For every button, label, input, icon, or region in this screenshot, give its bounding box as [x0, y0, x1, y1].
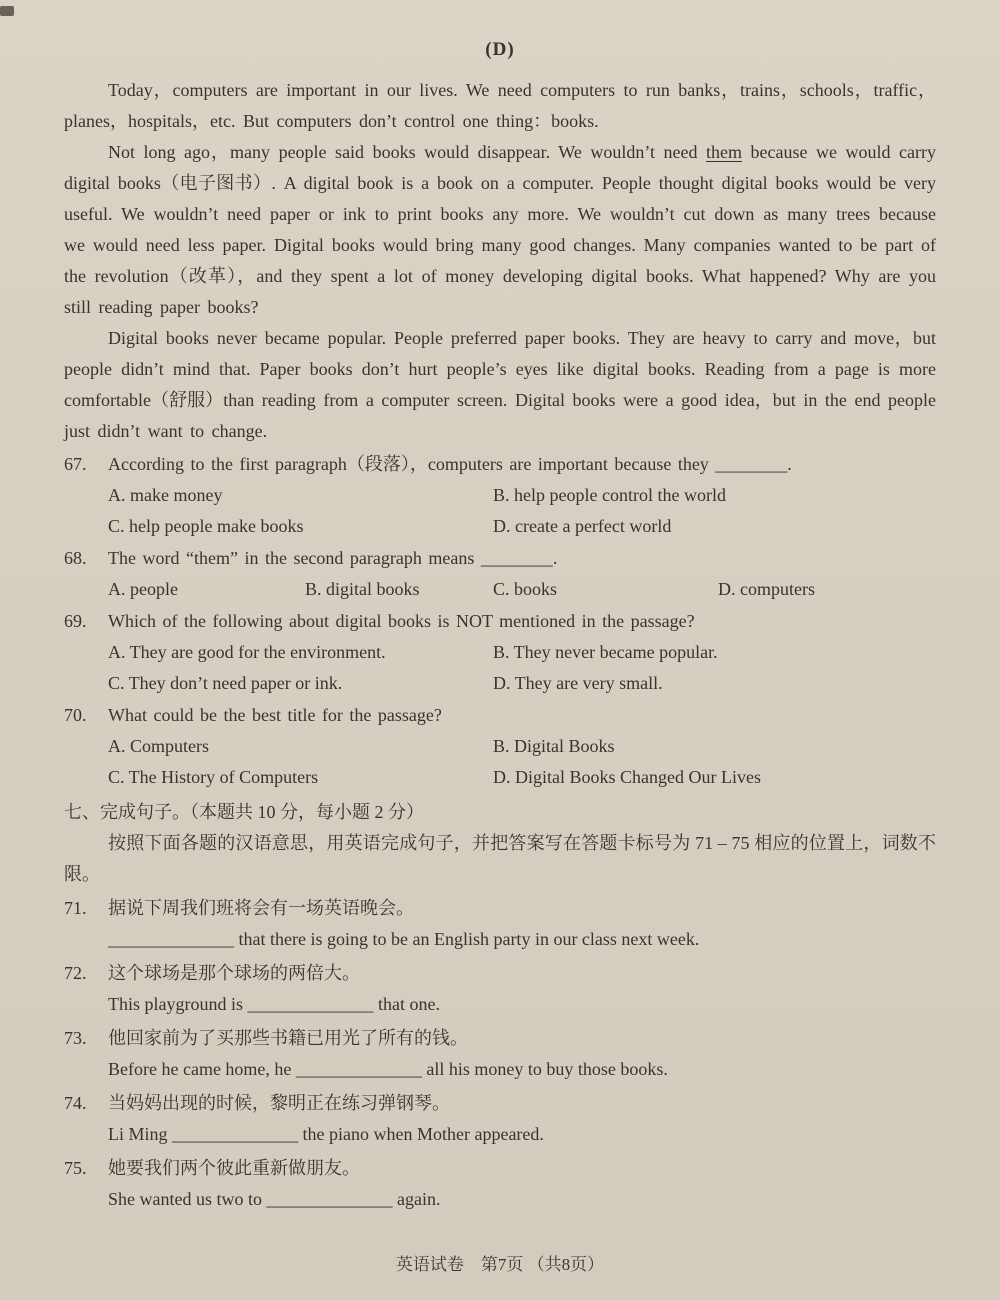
question-67-option-d: D. create a perfect world — [493, 516, 672, 536]
passage-paragraph-2 — [64, 137, 936, 323]
item-74 — [64, 1088, 936, 1150]
item-74-chinese-prompt: 当妈妈出现的时候，黎明正在练习弹钢琴。 — [108, 1093, 450, 1113]
item-75-number: 75. — [64, 1158, 87, 1178]
section-d-title: (D) — [485, 39, 515, 60]
section-7-instructions: 按照下面各题的汉语意思，用英语完成句子，并把答案写在答题卡标号为 71 – 75 相应的位置上，词数不限。 — [64, 833, 936, 884]
item-75-chinese-prompt: 她要我们两个彼此重新做朋友。 — [108, 1158, 360, 1178]
question-68-number: 68. — [64, 548, 87, 568]
section-7-header: 七、完成句子。（本题共 10 分，每小题 2 分） — [64, 802, 424, 822]
question-70-option-a: A. Computers — [108, 736, 209, 756]
question-67-number: 67. — [64, 454, 87, 474]
question-70-option-d: D. Digital Books Changed Our Lives — [493, 767, 761, 787]
item-75-english-sentence: She wanted us two to ______________ again. — [108, 1189, 441, 1209]
item-75 — [64, 1153, 936, 1215]
item-72-chinese-prompt: 这个球场是那个球场的两倍大。 — [108, 963, 360, 983]
question-70-number: 70. — [64, 705, 87, 725]
question-69-option-c: C. They don’t need paper or ink. — [108, 673, 343, 693]
passage-paragraph-1: Today，computers are important in our lives. We need computers to run banks，trains，schools，traffic，planes，hospitals，etc. But computers don’t control one thing：books. — [64, 80, 936, 131]
item-73-chinese-prompt: 他回家前为了买那些书籍已用光了所有的钱。 — [108, 1028, 468, 1048]
question-68-option-d: D. computers — [718, 579, 815, 599]
question-68-option-b: B. digital books — [305, 579, 420, 599]
question-68-option-c: C. books — [493, 579, 558, 599]
question-69-number: 69. — [64, 611, 87, 631]
question-70-option-c: C. The History of Computers — [108, 767, 319, 787]
item-73-number: 73. — [64, 1028, 87, 1048]
question-70-text: What could be the best title for the passage? — [108, 705, 442, 725]
question-67-text: According to the first paragraph（段落），computers are important because they ________. — [108, 454, 792, 474]
paragraph-2-text-before: Not long ago，many people said books would disappear. We wouldn’t need — [108, 142, 707, 162]
item-72-number: 72. — [64, 963, 87, 983]
page-footer: 英语试卷 第7页 （共8页） — [395, 1255, 605, 1274]
question-69-option-a: A. They are good for the environment. — [108, 642, 386, 662]
question-70-option-b: B. Digital Books — [493, 736, 615, 756]
question-67 — [64, 449, 936, 542]
item-72 — [64, 958, 936, 1020]
question-69 — [64, 606, 936, 699]
item-71-chinese-prompt: 据说下周我们班将会有一场英语晚会。 — [108, 898, 414, 918]
item-71-english-sentence: ______________ that there is going to be an English party in our class next week. — [108, 929, 700, 949]
question-70 — [64, 700, 936, 793]
question-69-text: Which of the following about digital books is NOT mentioned in the passage? — [108, 611, 695, 631]
question-68 — [64, 543, 936, 605]
passage-paragraph-3: Digital books never became popular. People preferred paper books. They are heavy to carry and move，but people didn’t mind that. Paper books don’t hurt people’s eyes like digital books. Reading from a page is more comfortable（舒服）than reading from a computer screen. Digital books were a good idea，but in the end people just didn’t want to change. — [64, 328, 936, 441]
reading-passage — [64, 75, 936, 447]
question-67-option-a: A. make money — [108, 485, 223, 505]
item-72-english-sentence: This playground is ______________ that one. — [108, 994, 440, 1014]
question-68-option-a: A. people — [108, 579, 178, 599]
underlined-word-them: them — [706, 142, 743, 162]
scan-artifact — [0, 6, 14, 16]
item-71 — [64, 893, 936, 955]
paragraph-2-text-after: because we would carry digital books（电子图书）. A digital book is a book on a computer. People thought digital books would be very useful. We wouldn’t need paper or ink to print books any more. We wouldn’t cut down as many trees because we would need less paper. Digital books would bring many good changes. Many companies wanted to be part of the revolution（改革），and they spent a lot of money developing digital books. What happened? Why are you still reading paper books? — [64, 142, 936, 317]
question-67-option-b: B. help people control the world — [493, 485, 726, 505]
item-73-english-sentence: Before he came home, he ______________ all his money to buy those books. — [108, 1059, 668, 1079]
item-74-number: 74. — [64, 1093, 87, 1113]
question-69-option-b: B. They never became popular. — [493, 642, 718, 662]
question-69-option-d: D. They are very small. — [493, 673, 663, 693]
sentence-completion-items — [64, 893, 936, 1215]
question-67-option-c: C. help people make books — [108, 516, 304, 536]
item-74-english-sentence: Li Ming ______________ the piano when Mother appeared. — [108, 1124, 544, 1144]
item-71-number: 71. — [64, 898, 87, 918]
question-68-text: The word “them” in the second paragraph means ________. — [108, 548, 558, 568]
multiple-choice-questions — [64, 449, 936, 793]
item-73 — [64, 1023, 936, 1085]
